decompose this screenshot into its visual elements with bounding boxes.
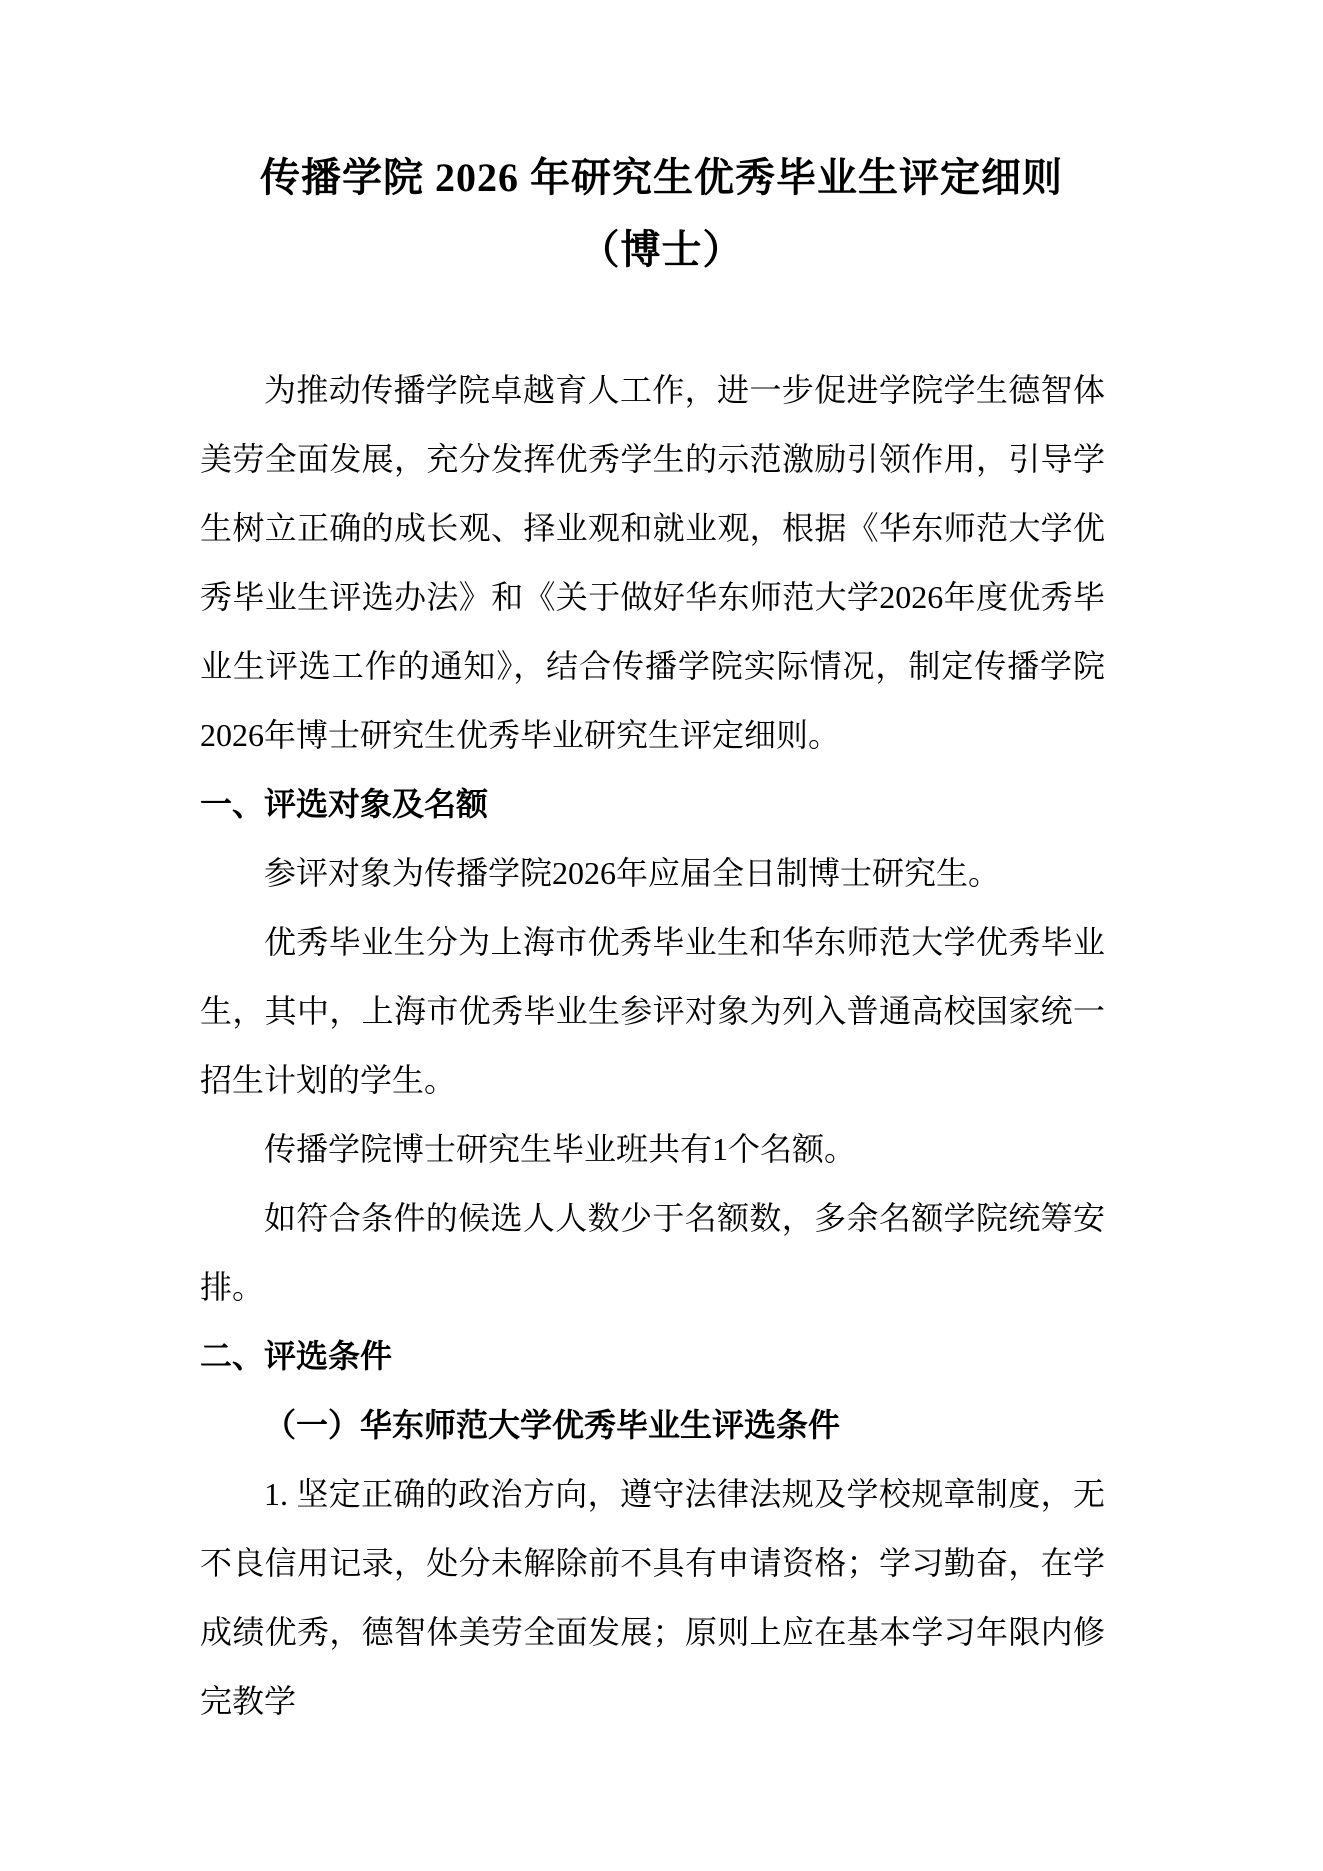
section1-paragraph-2: 优秀毕业生分为上海市优秀毕业生和华东师范大学优秀毕业生，其中，上海市优秀毕业生参评对象为列入普通高校国家统一招生计划的学生。 bbox=[200, 924, 1105, 1098]
document-title-line1: 传播学院 2026 年研究生优秀毕业生评定细则 bbox=[260, 155, 1063, 200]
section1-paragraph-4: 如符合条件的候选人人数少于名额数，多余名额学院统筹安排。 bbox=[200, 1200, 1105, 1305]
section-heading-1: 一、评选对象及名额 bbox=[200, 786, 489, 822]
intro-paragraph: 为推动传播学院卓越育人工作，进一步促进学院学生德智体美劳全面发展，充分发挥优秀学生的示范激励引领作用，引导学生树立正确的成长观、择业观和就业观，根据《华东师范大学优秀毕业生评选办法》和《关于做好华东师范大学2026年度优秀毕业生评选工作的通知》，结合传播学院实际情况，制定传播学院2026年博士研究生优秀毕业研究生评定细则。 bbox=[200, 372, 1105, 753]
section-heading-2: 二、评选条件 bbox=[200, 1338, 393, 1374]
section1-paragraph-1: 参评对象为传播学院2026年应届全日制博士研究生。 bbox=[264, 855, 1001, 891]
section2-paragraph-1: 1. 坚定正确的政治方向，遵守法律法规及学校规章制度，无不良信用记录，处分未解除前不具有申请资格；学习勤奋，在学成绩优秀，德智体美劳全面发展；原则上应在基本学习年限内修完教学 bbox=[200, 1476, 1105, 1719]
blank-line bbox=[200, 286, 1105, 356]
document-title-line2: （博士） bbox=[579, 227, 744, 272]
document-title bbox=[0, 142, 1323, 286]
section1-paragraph-3: 传播学院博士研究生毕业班共有1个名额。 bbox=[264, 1131, 857, 1167]
subsection-heading-2-1: （一）华东师范大学优秀毕业生评选条件 bbox=[264, 1407, 841, 1443]
